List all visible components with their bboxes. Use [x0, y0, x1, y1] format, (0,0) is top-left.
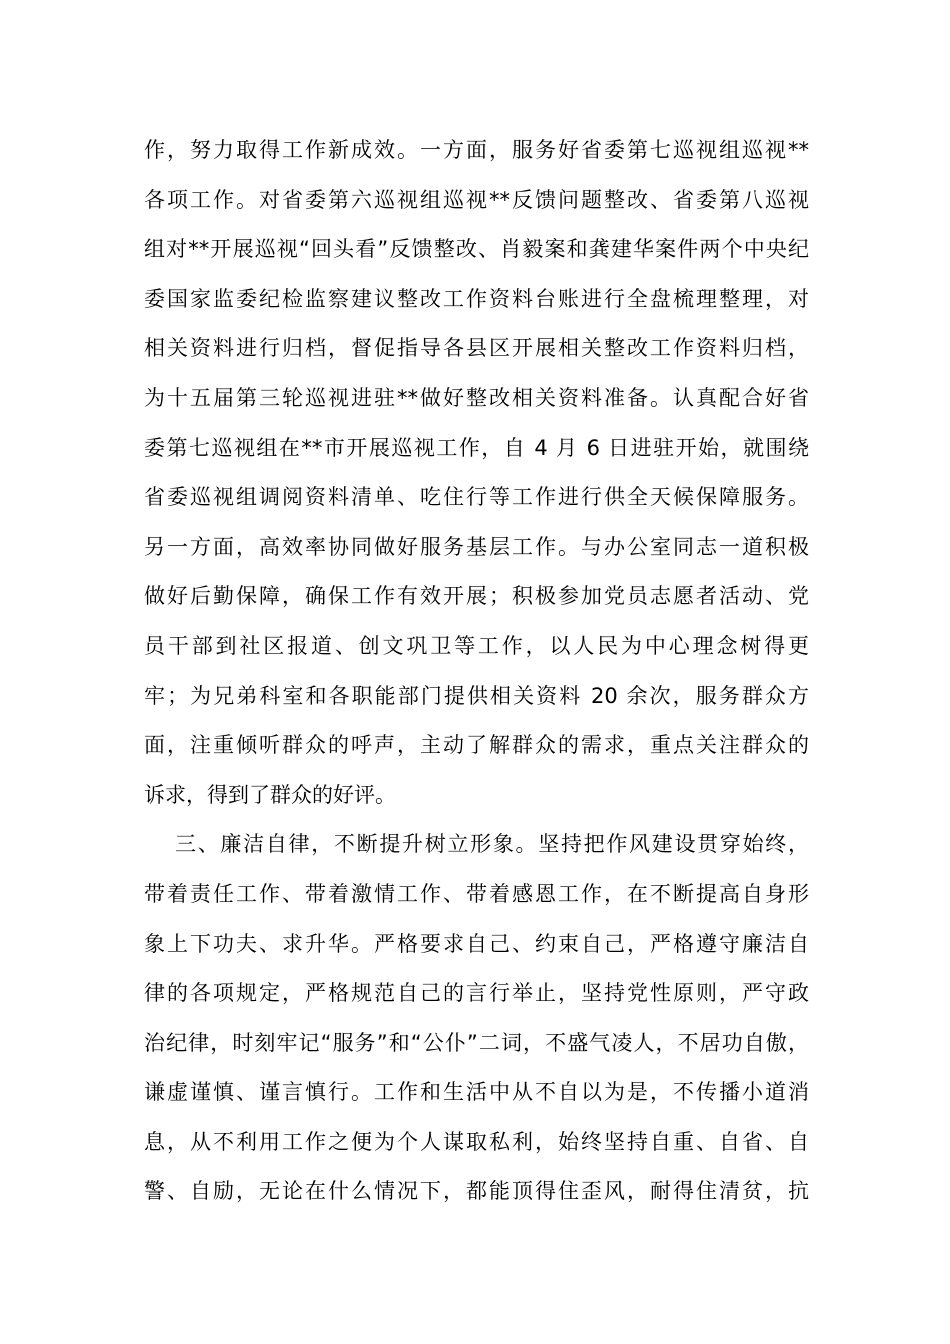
text-line: 委国家监委纪检监察建议整改工作资料台账进行全盘梳理整理，对: [144, 286, 809, 311]
text-line: 相关资料进行归档，督促指导各县区开展相关整改工作资料归档，: [144, 336, 809, 361]
paragraph: [144, 126, 809, 820]
text-line: 作，努力取得工作新成效。一方面，服务好省委第七巡视组巡视**: [144, 138, 809, 162]
text-line: 为十五届第三轮巡视进驻**做好整改相关资料准备。认真配合好省: [144, 385, 809, 410]
text-line: 带着责任工作、带着激情工作、带着感恩工作，在不断提高自身形: [144, 881, 809, 906]
text-line: 员干部到社区报道、创文巩卫等工作，以人民为中心理念树得更: [144, 633, 809, 658]
text-line: 治纪律，时刻牢记“服务”和“公仆”二词，不盛气凌人，不居功自傲，: [144, 1030, 809, 1055]
text-line: 各项工作。对省委第六巡视组巡视**反馈问题整改、省委第八巡视: [144, 187, 809, 212]
text-line: 息，从不利用工作之便为个人谋取私利，始终坚持自重、自省、自: [144, 1129, 809, 1154]
text-line: 谦虚谨慎、谨言慎行。工作和生活中从不自以为是，不传播小道消: [144, 1080, 809, 1105]
text-line: 律的各项规定，严格规范自己的言行举止，坚持党性原则，严守政: [144, 981, 809, 1006]
document-body: [144, 126, 809, 1217]
text-line: 警、自励，无论在什么情况下，都能顶得住歪风，耐得住清贫，抗: [144, 1179, 809, 1204]
paragraph: [144, 820, 809, 1217]
text-line: 省委巡视组调阅资料清单、吃住行等工作进行供全天候保障服务。: [144, 485, 809, 510]
text-line: 做好后勤保障，确保工作有效开展；积极参加党员志愿者活动、党: [144, 584, 809, 609]
text-line: 牢；为兄弟科室和各职能部门提供相关资料 20 余次，服务群众方: [144, 683, 809, 708]
text-line: 三、廉洁自律，不断提升树立形象。坚持把作风建设贯穿始终，: [175, 832, 809, 857]
text-line: 诉求，得到了群众的好评。: [144, 782, 396, 807]
text-line: 委第七巡视组在**市开展巡视工作，自 4 月 6 日进驻开始，就围绕: [144, 435, 809, 460]
text-line: 面，注重倾听群众的呼声，主动了解群众的需求，重点关注群众的: [144, 733, 809, 758]
text-line: 另一方面，高效率协同做好服务基层工作。与办公室同志一道积极: [144, 534, 809, 559]
text-line: 象上下功夫、求升华。严格要求自己、约束自己，严格遵守廉洁自: [144, 931, 809, 956]
text-line: 组对**开展巡视“回头看”反馈整改、肖毅案和龚建华案件两个中央纪: [144, 237, 809, 262]
